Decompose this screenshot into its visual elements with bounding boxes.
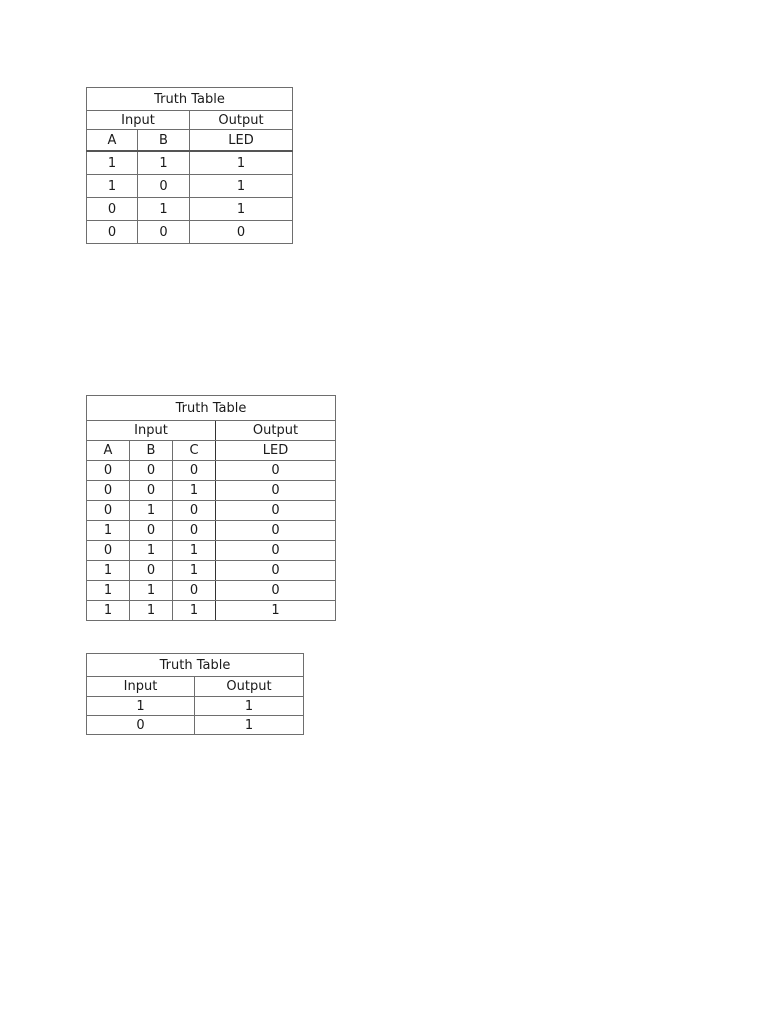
cell-a: 0: [87, 461, 130, 481]
cell-a: 0: [87, 198, 138, 221]
column-header-b: B: [130, 441, 173, 461]
cell-c: 0: [173, 521, 216, 541]
cell-b: 1: [130, 601, 173, 621]
cell-a: 1: [87, 561, 130, 581]
column-header-c: C: [173, 441, 216, 461]
cell-led: 1: [190, 198, 293, 221]
cell-led: 1: [190, 151, 293, 175]
table-row: [87, 151, 293, 175]
table-row: [87, 521, 336, 541]
cell-c: 0: [173, 581, 216, 601]
cell-c: 1: [173, 601, 216, 621]
table-row: [87, 561, 336, 581]
cell-c: 1: [173, 561, 216, 581]
truth-table-three-inputs: [86, 395, 336, 621]
cell-b: 0: [130, 521, 173, 541]
table-row: [87, 601, 336, 621]
cell-a: 0: [87, 221, 138, 244]
table-row: [87, 501, 336, 521]
cell-a: 0: [87, 541, 130, 561]
table-row: [87, 461, 336, 481]
cell-c: 0: [173, 501, 216, 521]
column-header-input: Input: [87, 677, 195, 697]
column-header-b: B: [138, 130, 190, 152]
cell-led: 0: [190, 221, 293, 244]
cell-led: 0: [216, 541, 336, 561]
cell-c: 1: [173, 481, 216, 501]
table-row: [87, 581, 336, 601]
table-row: [87, 221, 293, 244]
cell-b: 1: [130, 581, 173, 601]
cell-a: 1: [87, 601, 130, 621]
cell-output: 1: [195, 697, 304, 716]
table-row: [87, 697, 304, 716]
cell-b: 0: [130, 461, 173, 481]
cell-led: 1: [216, 601, 336, 621]
cell-a: 0: [87, 501, 130, 521]
cell-a: 1: [87, 151, 138, 175]
column-header-led: LED: [216, 441, 336, 461]
table-row: [87, 541, 336, 561]
column-header-led: LED: [190, 130, 293, 152]
cell-input: 0: [87, 716, 195, 735]
table-title: Truth Table: [87, 654, 304, 677]
column-header-a: A: [87, 130, 138, 152]
cell-b: 0: [130, 481, 173, 501]
truth-table-single-input: [86, 653, 304, 735]
cell-b: 1: [130, 541, 173, 561]
output-group-header: Output: [190, 111, 293, 130]
column-header-output: Output: [195, 677, 304, 697]
cell-input: 1: [87, 697, 195, 716]
cell-c: 0: [173, 461, 216, 481]
truth-table-two-inputs: [86, 87, 293, 244]
cell-led: 0: [216, 521, 336, 541]
cell-b: 1: [138, 151, 190, 175]
cell-b: 1: [130, 501, 173, 521]
cell-led: 0: [216, 561, 336, 581]
cell-led: 0: [216, 461, 336, 481]
cell-led: 0: [216, 581, 336, 601]
table-row: [87, 481, 336, 501]
cell-led: 1: [190, 175, 293, 198]
input-group-header: Input: [87, 111, 190, 130]
cell-b: 0: [138, 221, 190, 244]
cell-a: 1: [87, 175, 138, 198]
table-title: Truth Table: [87, 396, 336, 421]
input-group-header: Input: [87, 421, 216, 441]
cell-led: 0: [216, 481, 336, 501]
cell-b: 1: [138, 198, 190, 221]
cell-a: 1: [87, 521, 130, 541]
output-group-header: Output: [216, 421, 336, 441]
cell-a: 1: [87, 581, 130, 601]
cell-c: 1: [173, 541, 216, 561]
cell-b: 0: [138, 175, 190, 198]
cell-output: 1: [195, 716, 304, 735]
cell-a: 0: [87, 481, 130, 501]
cell-b: 0: [130, 561, 173, 581]
table-row: [87, 198, 293, 221]
table-row: [87, 716, 304, 735]
cell-led: 0: [216, 501, 336, 521]
column-header-a: A: [87, 441, 130, 461]
table-title: Truth Table: [87, 88, 293, 111]
table-row: [87, 175, 293, 198]
